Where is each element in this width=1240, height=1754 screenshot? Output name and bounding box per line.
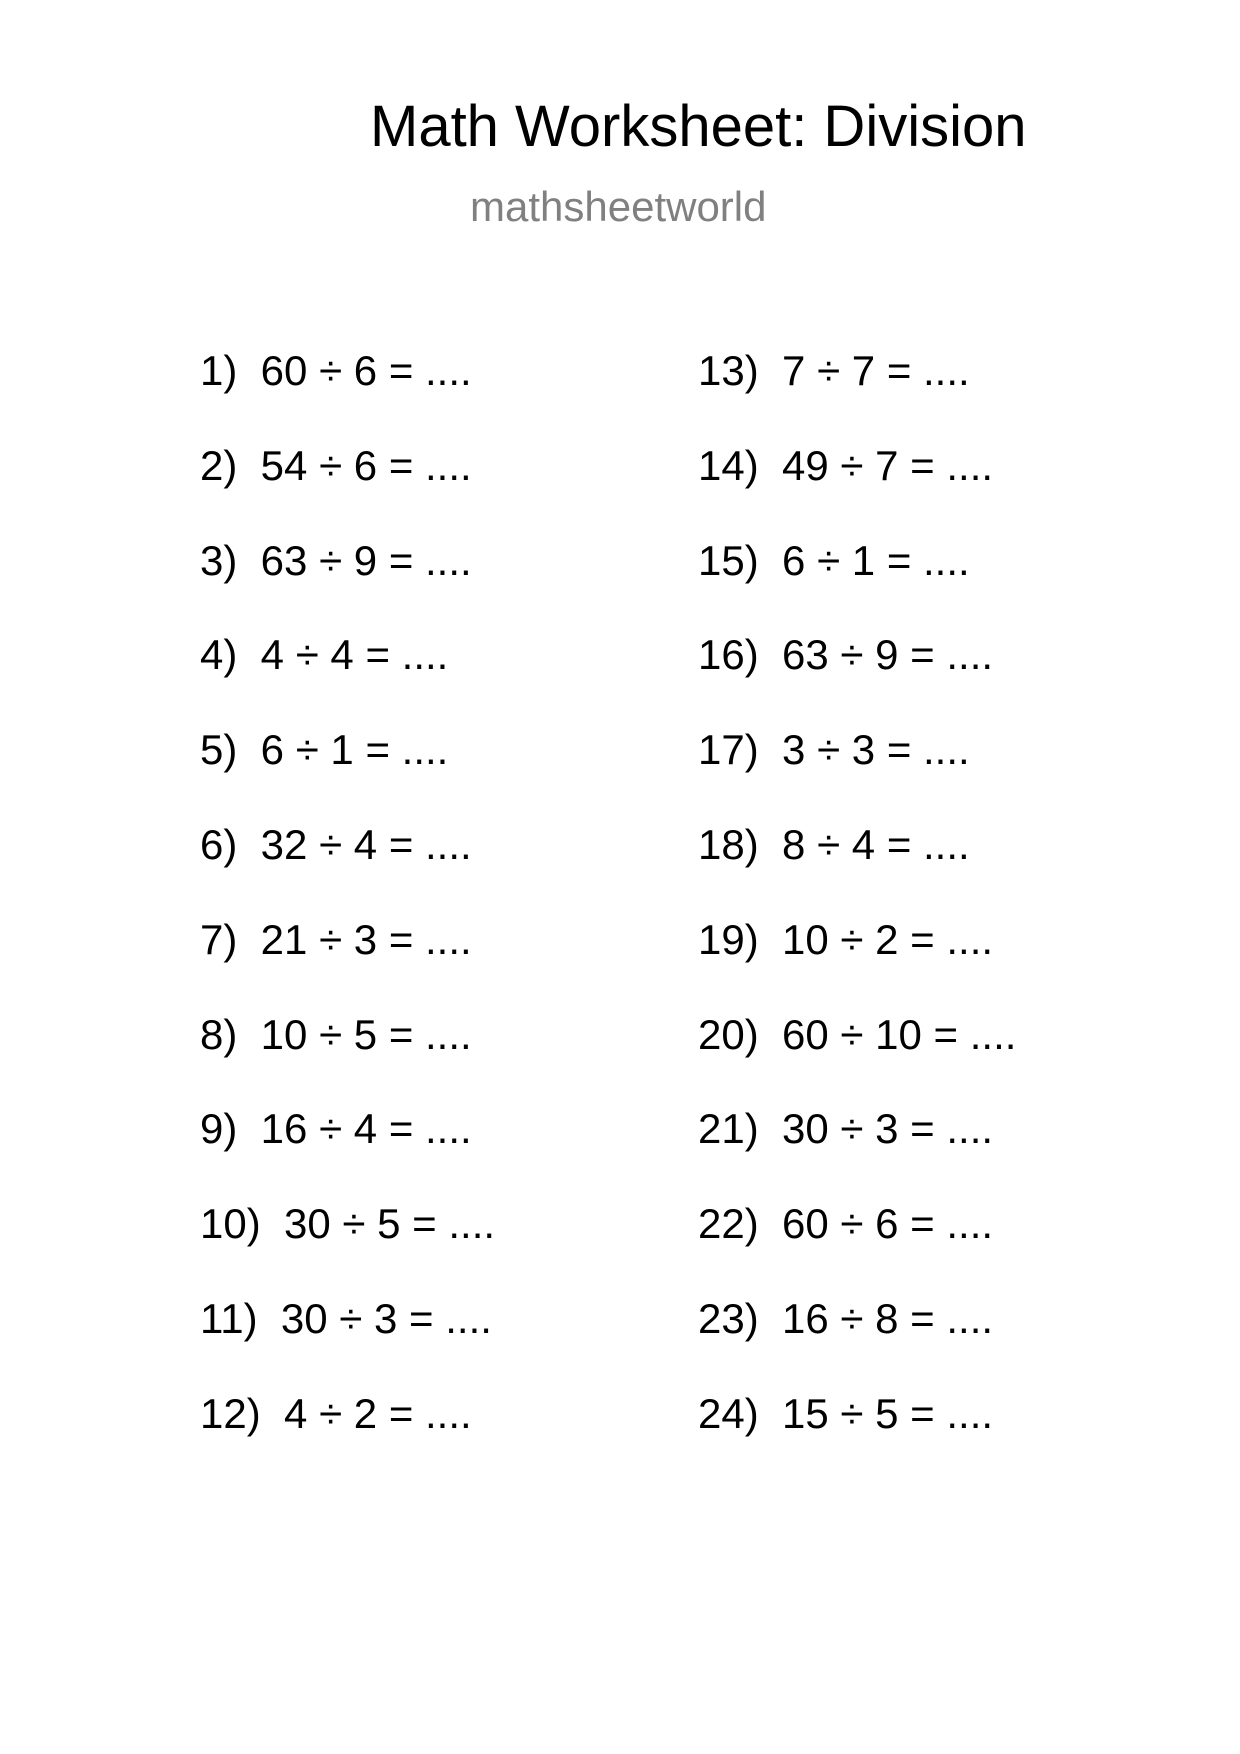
problem-4: 4) 4 ÷ 4 = .... (200, 631, 449, 679)
problem-9: 9) 16 ÷ 4 = .... (200, 1105, 472, 1153)
problem-6: 6) 32 ÷ 4 = .... (200, 820, 472, 868)
problem-7: 7) 21 ÷ 3 = .... (200, 915, 472, 963)
problem-10: 10) 30 ÷ 5 = .... (200, 1200, 496, 1248)
problem-3: 3) 63 ÷ 9 = .... (200, 536, 472, 584)
problem-1: 1) 60 ÷ 6 = .... (200, 347, 472, 394)
problem-13: 13) 7 ÷ 7 = .... (698, 347, 970, 394)
problem-24: 24) 15 ÷ 5 = .... (698, 1389, 994, 1437)
problem-17: 17) 3 ÷ 3 = .... (698, 726, 970, 774)
problem-column-right (698, 347, 1017, 1488)
page-subtitle: mathsheetworld (470, 183, 767, 230)
problem-19: 19) 10 ÷ 2 = .... (698, 915, 994, 963)
problem-16: 16) 63 ÷ 9 = .... (698, 631, 994, 679)
problem-22: 22) 60 ÷ 6 = .... (698, 1200, 994, 1248)
problem-11: 11) 30 ÷ 3 = .... (200, 1294, 492, 1342)
page-title: Math Worksheet: Division (370, 94, 1027, 159)
problem-23: 23) 16 ÷ 8 = .... (698, 1294, 994, 1342)
problem-5: 5) 6 ÷ 1 = .... (200, 726, 449, 774)
problem-18: 18) 8 ÷ 4 = .... (698, 820, 970, 868)
problem-2: 2) 54 ÷ 6 = .... (200, 441, 472, 489)
problem-12: 12) 4 ÷ 2 = .... (200, 1389, 472, 1437)
problem-column-left (200, 347, 496, 1488)
problem-8: 8) 10 ÷ 5 = .... (200, 1010, 472, 1058)
problem-21: 21) 30 ÷ 3 = .... (698, 1105, 994, 1153)
problem-15: 15) 6 ÷ 1 = .... (698, 536, 970, 584)
problem-14: 14) 49 ÷ 7 = .... (698, 441, 994, 489)
problem-20: 20) 60 ÷ 10 = .... (698, 1010, 1017, 1058)
